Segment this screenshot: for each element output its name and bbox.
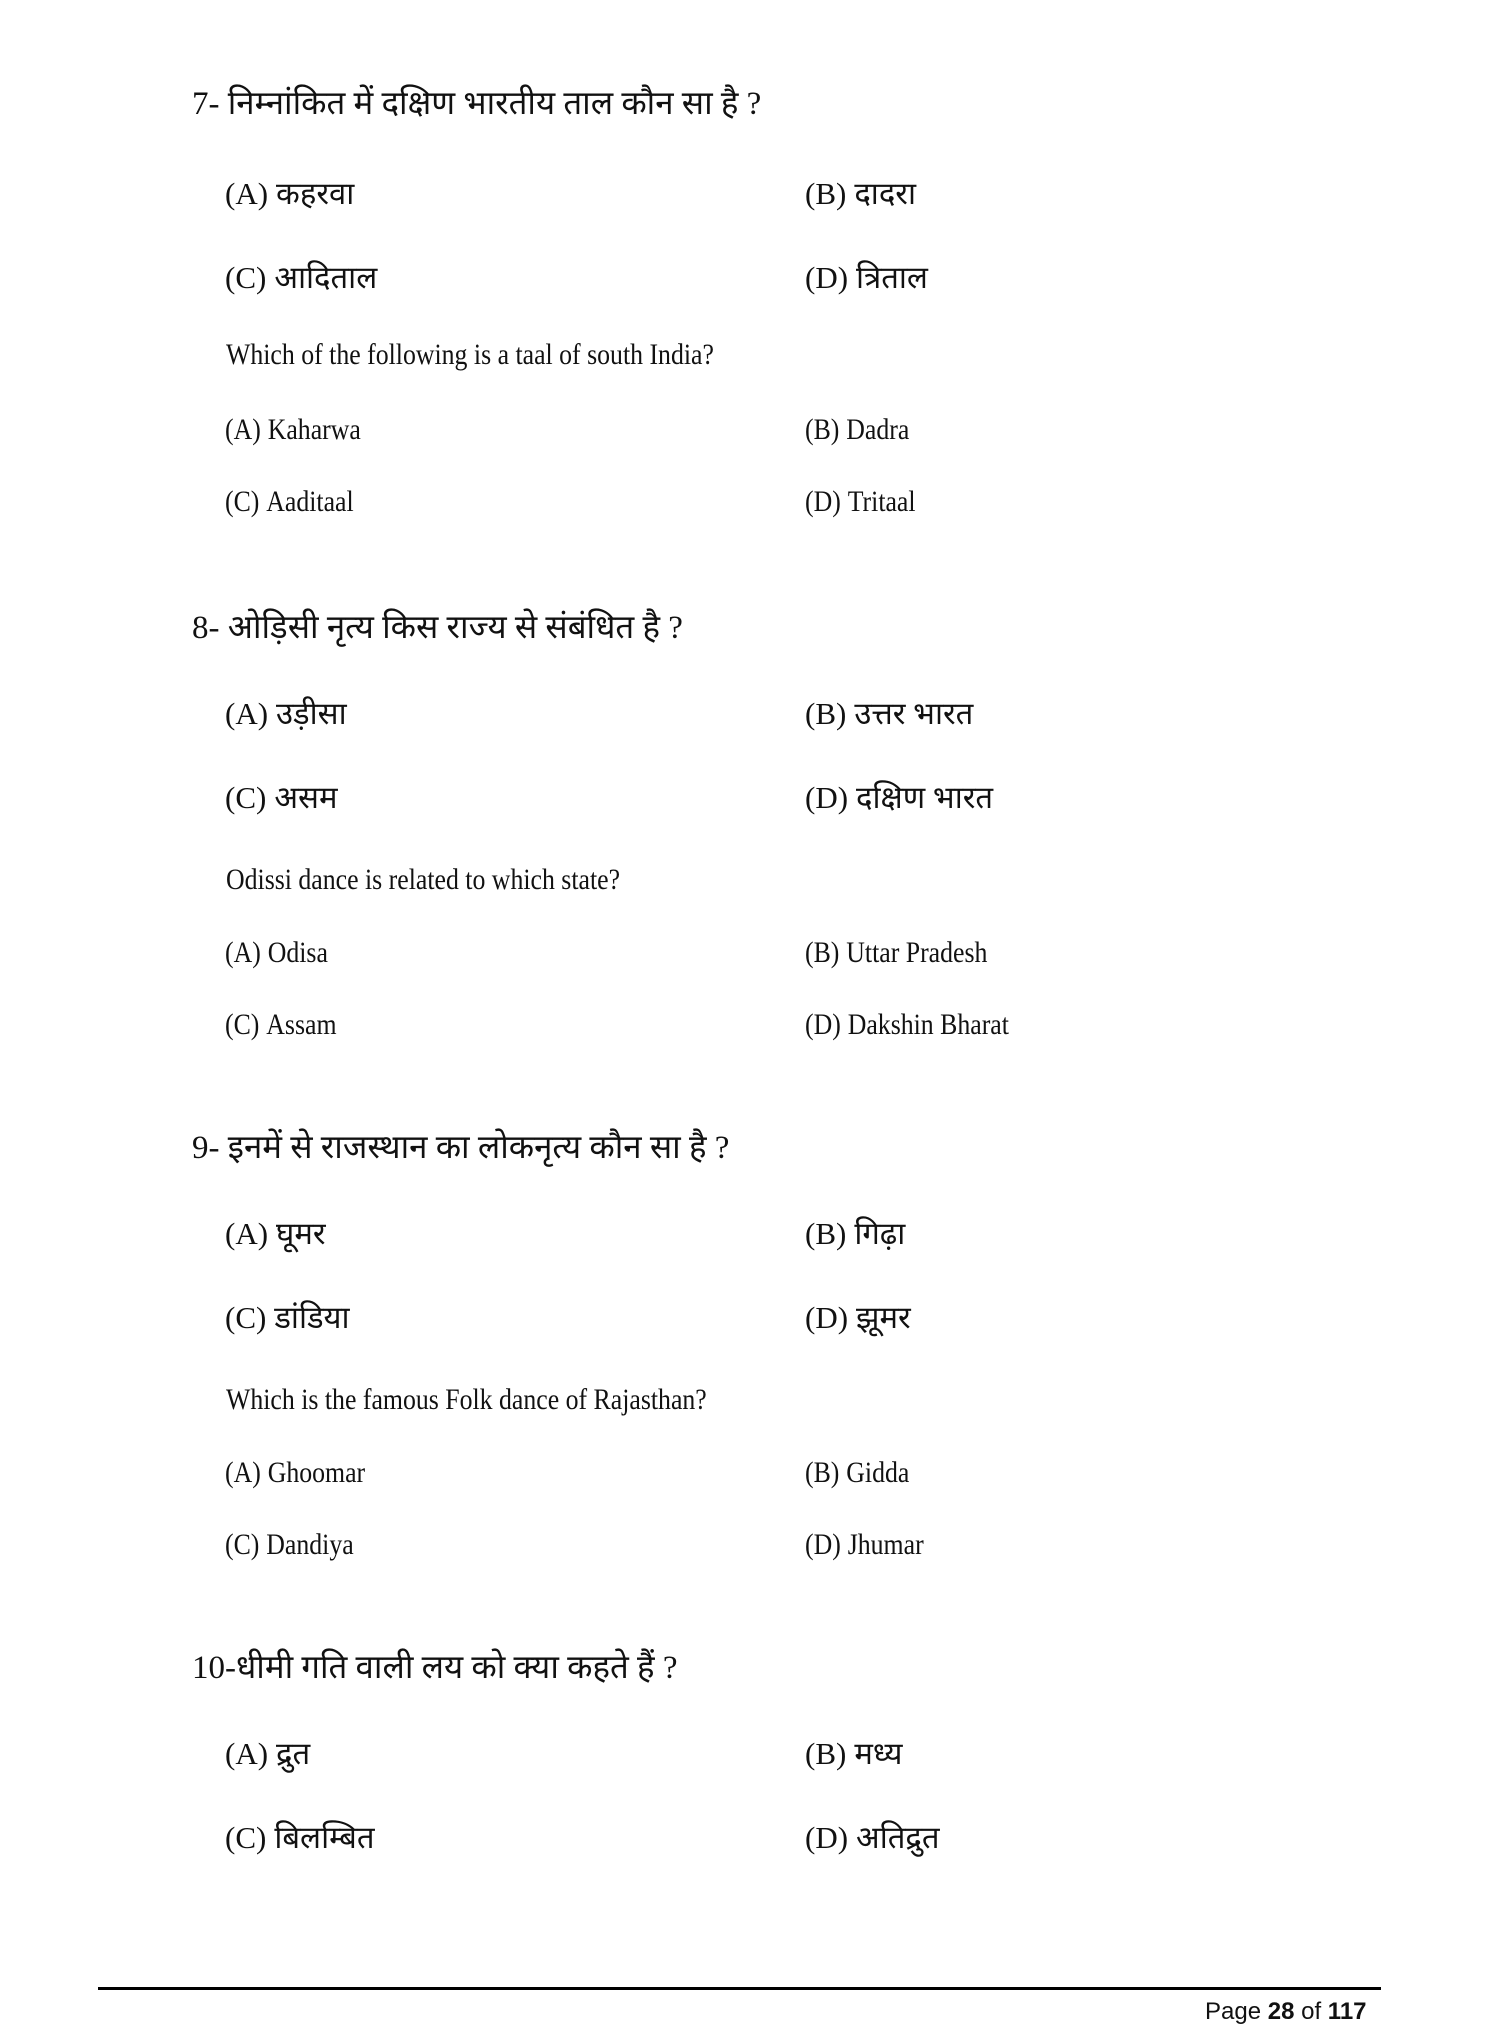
option-text: Assam [266, 1008, 337, 1041]
option-text: कहरवा [276, 176, 355, 211]
option-text: Tritaal [847, 485, 916, 518]
question-8-hindi [192, 612, 683, 645]
option-a-english [225, 938, 328, 968]
option-label: (B) [805, 1736, 847, 1771]
option-text: दादरा [854, 176, 916, 211]
question-text: ओड़िसी नृत्य किस राज्य से संबंधित है ? [227, 610, 683, 646]
option-a-english [225, 415, 361, 445]
option-label: (A) [225, 1456, 261, 1489]
option-text: त्रिताल [856, 260, 928, 295]
option-label: (C) [225, 485, 260, 518]
option-text: Kaharwa [267, 413, 361, 446]
option-text: Jhumar [847, 1528, 924, 1561]
option-label: (A) [225, 1736, 269, 1771]
option-a [225, 698, 347, 729]
option-b-english [805, 1458, 909, 1488]
option-b-english [805, 938, 987, 968]
option-text: असम [274, 780, 338, 815]
option-text: गिढ़ा [854, 1216, 906, 1251]
of-word: of [1301, 1998, 1322, 2025]
option-label: (D) [805, 485, 841, 518]
question-9-english: Which is the famous Folk dance of Rajasthan? [226, 1383, 707, 1416]
option-label: (B) [805, 176, 847, 211]
option-text: Dadra [846, 413, 910, 446]
page-number [1205, 1998, 1367, 2026]
option-text: आदिताल [274, 260, 378, 295]
option-a [225, 1218, 326, 1249]
option-c [225, 782, 338, 813]
option-b [805, 1218, 905, 1249]
option-d-english [805, 1010, 1009, 1040]
option-label: (C) [225, 1820, 267, 1855]
option-text: Odisa [267, 936, 328, 969]
question-text: निम्नांकित में दक्षिण भारतीय ताल कौन सा है ? [227, 86, 762, 122]
option-label: (C) [225, 1008, 260, 1041]
current-page: 28 [1267, 1998, 1295, 2025]
option-label: (C) [225, 1300, 267, 1335]
option-a [225, 1738, 310, 1769]
option-d [805, 1302, 911, 1333]
question-number: 8- [192, 610, 220, 646]
option-label: (D) [805, 1820, 849, 1855]
option-text: अतिद्रुत [856, 1820, 940, 1855]
option-text: उत्तर भारत [854, 696, 974, 731]
option-label: (B) [805, 696, 847, 731]
option-d-english [805, 1530, 924, 1560]
option-d-english [805, 487, 916, 517]
option-label: (A) [225, 936, 261, 969]
option-label: (A) [225, 1216, 269, 1251]
option-label: (B) [805, 413, 840, 446]
option-b [805, 698, 973, 729]
option-c-english [225, 1010, 337, 1040]
option-b-english [805, 415, 909, 445]
option-text: मध्य [854, 1736, 903, 1771]
footer-divider [98, 1987, 1381, 1990]
option-label: (B) [805, 1216, 847, 1251]
option-label: (B) [805, 936, 840, 969]
option-text: Uttar Pradesh [846, 936, 988, 969]
option-label: (B) [805, 1456, 840, 1489]
option-label: (A) [225, 413, 261, 446]
option-text: Ghoomar [267, 1456, 366, 1489]
option-label: (C) [225, 780, 267, 815]
question-text: धीमी गति वाली लय को क्या कहते हैं ? [236, 1650, 678, 1686]
question-9-hindi [192, 1132, 729, 1165]
option-a-english [225, 1458, 365, 1488]
question-7-hindi [192, 88, 761, 121]
option-label: (C) [225, 1528, 260, 1561]
total-pages: 117 [1327, 1998, 1367, 2025]
option-text: द्रुत [276, 1736, 311, 1771]
option-b [805, 1738, 903, 1769]
question-8-english: Odissi dance is related to which state? [226, 863, 621, 896]
option-c [225, 262, 377, 293]
option-label: (C) [225, 260, 267, 295]
option-label: (A) [225, 696, 269, 731]
option-c-english [225, 1530, 354, 1560]
option-c [225, 1302, 350, 1333]
option-label: (D) [805, 1008, 841, 1041]
option-text: उड़ीसा [276, 696, 347, 731]
option-label: (D) [805, 1528, 841, 1561]
option-text: दक्षिण भारत [856, 780, 994, 815]
option-label: (A) [225, 176, 269, 211]
page-word: Page [1205, 1998, 1262, 2025]
question-number: 9- [192, 1130, 220, 1166]
option-label: (D) [805, 780, 849, 815]
option-label: (D) [805, 1300, 849, 1335]
option-text: Gidda [846, 1456, 910, 1489]
question-text: इनमें से राजस्थान का लोकनृत्य कौन सा है ? [227, 1130, 730, 1166]
option-d [805, 262, 928, 293]
option-label: (D) [805, 260, 849, 295]
question-10-hindi [192, 1652, 677, 1685]
option-d [805, 1822, 940, 1853]
option-text: डांडिया [274, 1300, 350, 1335]
option-text: Aaditaal [266, 485, 354, 518]
option-text: बिलम्बित [274, 1820, 375, 1855]
question-number: 7- [192, 86, 220, 122]
option-d [805, 782, 993, 813]
option-text: घूमर [276, 1216, 326, 1251]
question-number: 10- [192, 1650, 236, 1686]
option-b [805, 178, 916, 209]
option-text: Dakshin Bharat [847, 1008, 1009, 1041]
option-text: झूमर [856, 1300, 911, 1335]
option-c-english [225, 487, 354, 517]
question-7-english: Which of the following is a taal of south India? [226, 338, 714, 371]
option-text: Dandiya [266, 1528, 354, 1561]
option-a [225, 178, 354, 209]
option-c [225, 1822, 375, 1853]
